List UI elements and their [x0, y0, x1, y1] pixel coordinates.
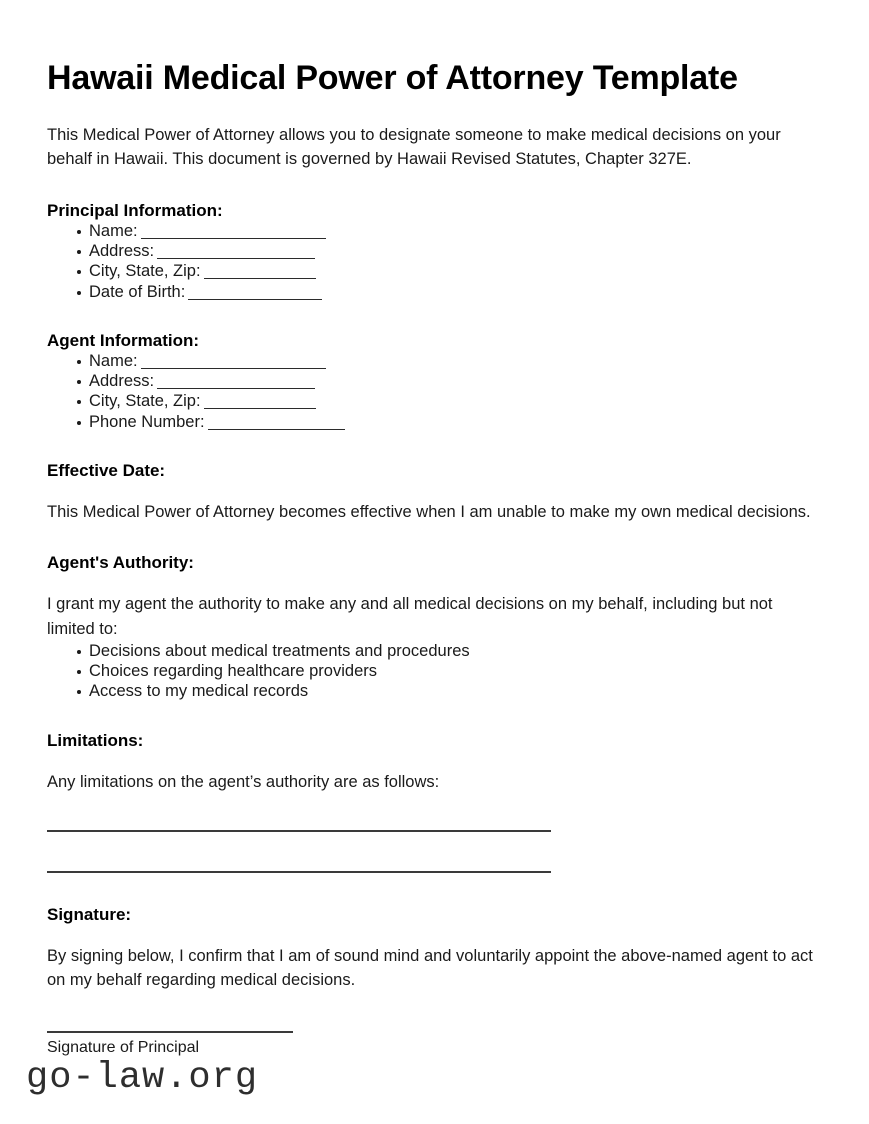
list-item: Access to my medical records	[47, 681, 819, 701]
list-item	[47, 371, 819, 391]
agents-authority-heading: Agent's Authority:	[47, 553, 194, 573]
limitations-heading: Limitations:	[47, 730, 144, 750]
effective-date-body: This Medical Power of Attorney becomes effective when I am unable to make my own medical decisions.	[47, 503, 811, 521]
limitations-body: Any limitations on the agent’s authority are as follows:	[47, 772, 440, 791]
list-item	[47, 221, 819, 241]
agent-name-blank[interactable]	[141, 355, 326, 369]
principal-name-blank[interactable]	[141, 225, 326, 239]
list-item	[47, 351, 819, 371]
agent-address-blank[interactable]	[157, 375, 315, 389]
agent-phone-number-blank[interactable]	[208, 416, 345, 430]
principal-date-of-birth-blank[interactable]	[188, 286, 322, 300]
document-content	[47, 0, 819, 1059]
principal-information-list	[47, 221, 819, 302]
agent-phone-number-label: Phone Number:	[89, 412, 205, 431]
agent-city-state-zip-blank[interactable]	[204, 395, 316, 409]
list-item: Decisions about medical treatments and procedures	[47, 641, 819, 661]
agent-address-label: Address:	[89, 372, 155, 391]
principal-date-of-birth-label: Date of Birth:	[89, 282, 186, 301]
agents-authority-body: I grant my agent the authority to make any and all medical decisions on my behalf, including but not limited to:	[47, 595, 773, 638]
signature-heading: Signature:	[47, 904, 132, 924]
agent-information-heading: Agent Information:	[47, 330, 200, 350]
principal-information-heading: Principal Information:	[47, 200, 223, 220]
list-item	[47, 391, 819, 411]
limitations-blank-line-1[interactable]	[47, 830, 551, 832]
signature-body: By signing below, I confirm that I am of sound mind and voluntarily appoint the above-named agent to act on my behalf regarding medical decisions.	[47, 946, 813, 990]
list-item	[47, 282, 819, 302]
effective-date-heading: Effective Date:	[47, 461, 166, 480]
agent-information-list	[47, 351, 819, 432]
principal-address-label: Address:	[89, 241, 155, 260]
limitations-blank-line-2[interactable]	[47, 871, 551, 873]
list-item	[47, 412, 819, 432]
principal-name-label: Name:	[89, 221, 138, 240]
agents-authority-list	[47, 641, 819, 702]
site-watermark: go-law.org	[26, 1057, 259, 1099]
page-title: Hawaii Medical Power of Attorney Template	[47, 59, 738, 97]
list-item: Choices regarding healthcare providers	[47, 661, 819, 681]
principal-address-blank[interactable]	[157, 245, 315, 259]
list-item	[47, 241, 819, 261]
signature-caption: Signature of Principal	[47, 1039, 200, 1057]
principal-city-state-zip-blank[interactable]	[204, 265, 316, 279]
list-item	[47, 261, 819, 281]
agent-city-state-zip-label: City, State, Zip:	[89, 392, 201, 411]
intro-paragraph: This Medical Power of Attorney allows you to designate someone to make medical decisions on your behalf in Hawaii. This document is governed by Hawaii Revised Statutes, Chapter 327E.	[47, 126, 781, 169]
agent-name-label: Name:	[89, 351, 138, 370]
principal-city-state-zip-label: City, State, Zip:	[89, 262, 201, 281]
